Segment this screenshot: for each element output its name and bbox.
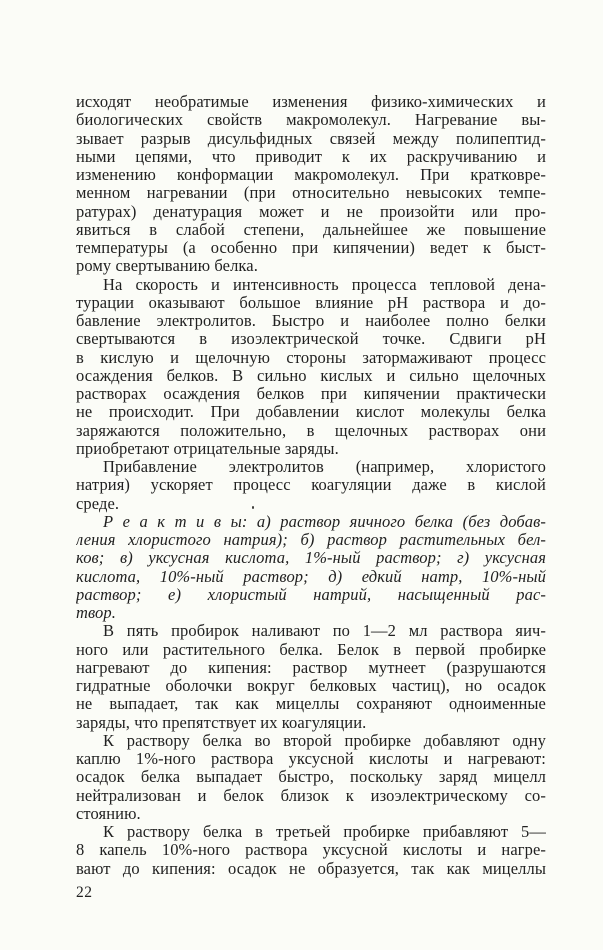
text-line: каплю 1%-ного раствора уксусной кислоты и нагревают: — [76, 750, 546, 768]
scan-speck — [252, 506, 254, 509]
text-line: исходят необратимые изменения физико-химических и — [76, 93, 546, 111]
text-line: менном нагревании (при относительно невысоких темпе- — [76, 184, 546, 203]
text-line: свертываются в изоэлектрической точке. Сдвиги pH — [76, 330, 546, 349]
paragraph — [76, 93, 546, 276]
text-line: заряжаются положительно, в щелочных растворах они — [76, 421, 546, 440]
paragraph — [76, 823, 546, 878]
text-line: натрия) ускоряет процесс коагуляции даже в кислой — [76, 476, 546, 495]
paragraph — [76, 622, 546, 732]
text-line: Прибавление электролитов (например, хлористого — [103, 458, 546, 476]
paragraph — [76, 513, 546, 623]
text-line: ков; в) уксусная кислота, 1%-ный раствор; г) уксусная — [76, 549, 546, 568]
text-line: турации оказывают большое влияние pH раствора и до- — [76, 293, 546, 312]
text-line: ратурах) денатурация может и не произойти или про- — [76, 202, 546, 221]
text-line: ления хлористого натрия); б) раствор растительных бел- — [76, 531, 546, 549]
text-line: растворах осаждения белков при кипячении практически — [76, 385, 546, 403]
text-line: В пять пробирок наливают по 1—2 мл раствора яич- — [103, 622, 546, 641]
paragraph — [76, 732, 546, 823]
text-line: зывает разрыв дисульфидных связей между полипептид- — [76, 129, 546, 148]
text-line: вают до кипения: осадок не образуется, так как мицеллы — [76, 859, 546, 878]
text-line: нагревают до кипения: раствор мутнеет (разрушаются — [76, 658, 546, 677]
text-line: К раствору белка во второй пробирке добавляют одну — [103, 731, 546, 750]
text-line: ного или растительного белка. Белок в первой пробирке — [76, 640, 546, 659]
text-line: К раствору белка в третьей пробирке прибавляют 5— — [103, 823, 546, 841]
text-line: не происходит. При добавлении кислот молекулы белка — [76, 403, 546, 422]
text-line: явиться в слабой степени, дальнейшее же повышение — [76, 220, 546, 239]
text-line: осадок белка выпадает быстро, поскольку заряд мицелл — [76, 768, 546, 787]
paragraph — [76, 458, 546, 513]
text-line: приобретают отрицательные заряды. — [76, 439, 339, 458]
text-line: среде. — [76, 494, 120, 513]
text-line: раствор; е) хлористый натрий, насыщенный рас- — [76, 585, 546, 604]
page-number: 22 — [76, 884, 93, 901]
text-line: биологических свойств макромолекул. Нагревание вы- — [76, 111, 546, 130]
paragraph — [76, 276, 546, 459]
text-line: стоянию. — [76, 804, 141, 823]
text-line: На скорость и интенсивность процесса тепловой дена- — [103, 275, 546, 294]
text-line: заряды, что препятствует их коагуляции. — [76, 713, 367, 732]
text-line: гидратные оболочки вокруг белковых частиц), но осадок — [76, 677, 546, 695]
text-line: твор. — [76, 604, 116, 622]
page-text-block — [76, 93, 546, 878]
text-line: в кислую и щелочную стороны затормаживают процесс — [76, 348, 546, 367]
text-line: не выпадает, так как мицеллы сохраняют одноименные — [76, 695, 546, 714]
text-line: осаждения белков. В сильно кислых и сильно щелочных — [76, 366, 546, 385]
text-line: кислота, 10%-ный раствор; д) едкий натр, 10%-ный — [76, 567, 546, 586]
text-line: температуры (а особенно при кипячении) ведет к быст- — [76, 239, 546, 257]
text-line: Р е а к т и в ы: а) раствор яичного белка (без добав- — [103, 512, 546, 531]
text-line: ными цепями, что приводит к их раскручиванию и — [76, 147, 546, 166]
text-line: рому свертыванию белка. — [76, 257, 258, 276]
text-line: бавление электролитов. Быстро и наиболее полно белки — [76, 312, 546, 330]
text-line: 8 капель 10%-ного раствора уксусной кислоты и нагре- — [76, 841, 546, 860]
text-line: нейтрализован и белок близок к изоэлектрическому со- — [76, 786, 546, 805]
text-line: изменению конформации макромолекул. При кратковре- — [76, 166, 546, 184]
